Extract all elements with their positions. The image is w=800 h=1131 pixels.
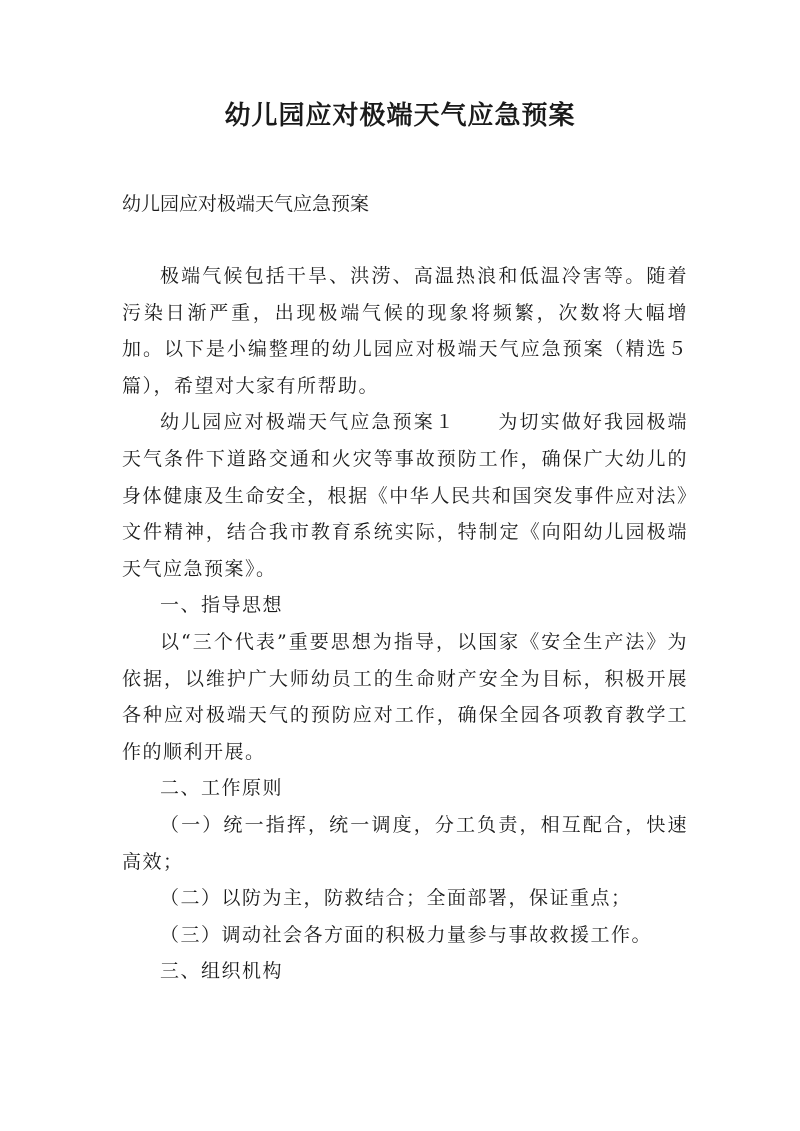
principle-item-3: （三）调动社会各方面的积极力量参与事故救援工作。: [160, 923, 653, 946]
section-heading-work-principles: 二、工作原则: [160, 777, 284, 800]
guiding-thought-paragraph: 以“三个代表”重要思想为指导，以国家《安全生产法》为依据，以维护广大师幼员工的生命财产安全为目标，积极开展各种应对极端天气的预防应对工作，确保全园各项教育教学工作的顺利开展。: [122, 630, 688, 763]
plan1-paragraph: 幼儿园应对极端天气应急预案１ 为切实做好我园极端天气条件下道路交通和火灾等事故预防工作，确保广大幼儿的身体健康及生命安全，根据《中华人民共和国突发事件应对法》文件精神，结合我市教育系统实际，特制定《向阳幼儿园极端天气应急预案》。: [122, 411, 688, 580]
document-subtitle: 幼儿园应对极端天气应急预案: [122, 193, 370, 215]
section-heading-guiding-thought: 一、指导思想: [160, 594, 284, 617]
principle-item-2: （二）以防为主，防救结合；全面部署，保证重点；: [160, 887, 632, 910]
principle-item-1: （一）统一指挥，统一调度，分工负责，相互配合，快速高效；: [122, 813, 688, 873]
document-title: 幼儿园应对极端天气应急预案: [224, 101, 576, 131]
intro-paragraph: 极端气候包括干旱、洪涝、高温热浪和低温冷害等。随着污染日渐严重，出现极端气候的现象将频繁，次数将大幅增加。以下是小编整理的幼儿园应对极端天气应急预案（精选５篇），希望对大家有所帮助。: [122, 265, 688, 397]
document-body: [122, 258, 688, 990]
section-heading-organization: 三、组织机构: [160, 960, 284, 983]
